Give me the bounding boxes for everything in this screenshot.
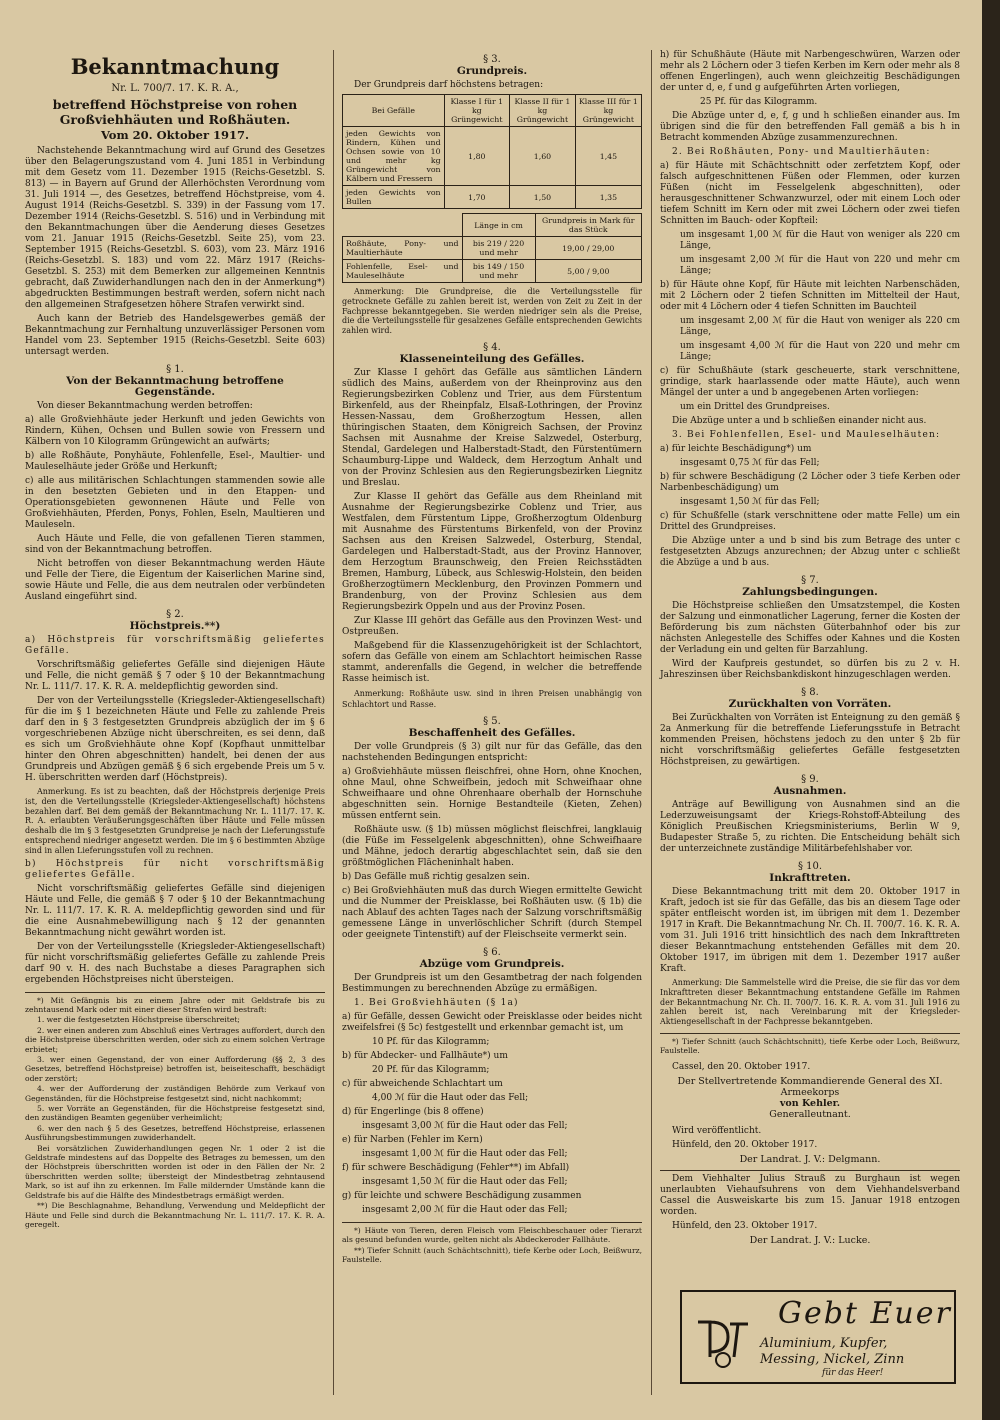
- table-header: Bei Gefälle: [343, 95, 445, 127]
- section-heading: Höchstpreis.**): [129, 620, 221, 632]
- section-heading: Zahlungsbedingungen.: [742, 586, 878, 598]
- footnote-item: 1. wer die festgesetzten Höchstpreise überschreitet;: [37, 1015, 240, 1025]
- list-item: a) für Häute mit Schächtschnitt oder zerfetztem Kopf, oder falsch aufgeschnittenen Füßen oder Flemmen, oder kurzen Füßen (nicht im Fesselgelenk abgeschnitten), oder herausgeschnittener Schwanzwurzel, oder mit einem Loch oder tiefem Schnitt im Kern oder mit zwei Löchern oder zwei tiefen Schnitten im Bauch- oder Kopfteil:: [660, 161, 960, 226]
- advert-logo-icon: [688, 1302, 758, 1372]
- footnote: **) Tiefer Schnitt (auch Schächtschnitt), tiefe Kerbe oder Loch, Beißwurz, Faulstelle.: [342, 1245, 642, 1265]
- paragraph: Die Abzüge unter a und b sind bis zum Betrage des unter c festgesetzten Abzugs anzurechnen; der Abzug unter c schließt die Abzüge a und b aus.: [660, 536, 960, 568]
- footnote-item: 2. wer einen anderen zum Abschluß eines Vertrages auffordert, durch den die Höchstpreise überschritten werden, oder sich zu einem solchen Vertrage erbietet;: [25, 1025, 325, 1054]
- section-heading: Ausnahmen.: [773, 785, 847, 797]
- list-item: b) alle Roßhäute, Ponyhäute, Fohlenfelle, Esel-, Maultier- und Mauleselhäute jeder Größe und Herkunft;: [25, 451, 325, 472]
- list-item: f) für schwere Beschädigung (Fehler**) im Abfall): [342, 1162, 570, 1173]
- section-heading: Grundpreis.: [456, 65, 528, 77]
- page-edge: [982, 0, 1000, 1420]
- list-item: 4,00 ℳ für die Haut oder das Fell;: [372, 1092, 529, 1103]
- column-rule: [651, 50, 652, 1395]
- notice-title: Bekanntmachung: [70, 54, 280, 79]
- paragraph: Zur Klasse I gehört das Gefälle aus sämtlichen Ländern südlich des Mains, außerdem von der Rheinprovinz aus den Regierungsbezirken Coblenz und Trier, aus dem Fürstentum Birkenfeld, aus der Rheinpfalz, Elsaß-Lothringen, der Provinz Hessen-Nassau, dem Großherzogtum Hessen, allen thüringischen Staaten, dem Königreich Sachsen, der Provinz Sachsen mit Ausnahme der Kreise Salzwedel, Osterburg, Stendal, Gardelegen und Halberstadt-Stadt, den Fürstentümern Schaumburg-Lippe und Waldeck, dem Herzogtum Anhalt und von der Provinz Schlesien aus den Regierungsbezirken Liegnitz und Breslau.: [342, 367, 642, 488]
- table-cell: 1,50: [510, 186, 576, 209]
- list-item: 20 Pf. für das Kilogramm;: [372, 1064, 490, 1075]
- column-2: [342, 50, 642, 1266]
- section-number: § 1.: [166, 364, 184, 375]
- footnotes: [342, 1222, 642, 1265]
- table-header: Grundpreis in Mark für das Stück: [535, 214, 641, 237]
- table-cell: 1,35: [575, 186, 641, 209]
- list-item: um ein Drittel des Grundpreises.: [680, 402, 830, 412]
- table-cell: bis 149 / 150 und mehr: [462, 260, 535, 283]
- table-header: Klasse II für 1 kg Grüngewicht: [510, 95, 576, 127]
- column-rule: [333, 50, 334, 1395]
- footnote-item: 3. wer einen Gegenstand, der von einer Aufforderung (§§ 2, 3 des Gesetzes, betreffend Höchstpreise) betroffen ist, beiseiteschafft, beschädigt oder zerstört;: [25, 1055, 325, 1083]
- list-item: b) für Abdecker- und Fallhäute*) um: [342, 1050, 508, 1061]
- list-item: insgesamt 0,75 ℳ für das Fell;: [680, 458, 820, 468]
- price-table-cattle: [342, 94, 642, 209]
- place-date: Cassel, den 20. Oktober 1917.: [672, 1061, 811, 1072]
- list-item: a) alle Großviehhäute jeder Herkunft und jeden Gewichts von Rindern, Kühen, Ochsen und Bullen sowie von Fressern und Kälbern von 10 Kilogramm Grüngewicht an aufwärts;: [25, 415, 325, 447]
- subheading: 2. Bei Roßhäuten, Pony- und Maultierhäuten:: [672, 147, 931, 157]
- column-1: [25, 50, 325, 1230]
- table-cell: 19,00 / 29,00: [535, 237, 641, 260]
- footnote-item: 6. wer den nach § 5 des Gesetzes, betreffend Höchstpreise, erlassenen Ausführungsbestimmungen zuwiderhandelt.: [25, 1123, 325, 1143]
- notice-signature: Der Landrat. J. V.: Lucke.: [749, 1234, 871, 1246]
- signature-rank: Generalleutnant.: [769, 1108, 851, 1120]
- paragraph: Dem Viehhalter Julius Strauß zu Burghaun ist wegen unerlaubten Viehaufsuhrens von dem Viehhandelsverband Cassel die Ausweiskarte bis zum 15. Januar 1918 entzogen worden.: [660, 1173, 960, 1217]
- table-header: Klasse I für 1 kg Grüngewicht: [444, 95, 509, 127]
- subheading: a) Höchstpreis für vorschriftsmäßig geliefertes Gefälle.: [25, 635, 325, 656]
- list-item: d) für Engerlinge (bis 8 offene): [342, 1106, 484, 1117]
- subheading: 1. Bei Großviehhäuten (§ 1a): [354, 997, 519, 1008]
- table-cell: bis 219 / 220 und mehr: [462, 237, 535, 260]
- paragraph: Zur Klasse III gehört das Gefälle aus den Provinzen West- und Ostpreußen.: [342, 615, 642, 637]
- section-heading: Abzüge vom Grundpreis.: [419, 957, 565, 970]
- footnote-item: 5. wer Vorräte an Gegenständen, für die Höchstpreise festgesetzt sind, den zuständigen Beamten gegenüber verheimlicht;: [25, 1104, 325, 1123]
- paragraph: Auch Häute und Felle, die von gefallenen Tieren stammen, sind von der Bekanntmachung betroffen.: [25, 534, 325, 555]
- list-item: 10 Pf. für das Kilogramm;: [372, 1036, 490, 1047]
- table-cell: 1,80: [444, 127, 509, 186]
- paragraph: Der volle Grundpreis (§ 3) gilt nur für das Gefälle, das den nachstehenden Bedingungen entspricht:: [342, 741, 642, 763]
- table-header: Länge in cm: [462, 214, 535, 237]
- list-item: a) Großviehhäute müssen fleischfrei, ohne Horn, ohne Knochen, ohne Maul, ohne Schweifbein, jedoch mit Schweifhaar ohne Schweifhaare und ohne Ohrenhaare oberhalb der Hornschuhe abgeschnitten sein. Hornige Bestandteile (Kieten, Zehen) müssen entfernt sein.: [342, 766, 642, 821]
- table-cell: 1,45: [575, 127, 641, 186]
- table-row: [343, 127, 642, 186]
- section-number: § 7.: [801, 575, 819, 586]
- table-cell: 1,70: [444, 186, 509, 209]
- table-cell: jeden Gewichts von Rindern, Kühen und Ochsen sowie von 10 und mehr kg Grüngewicht von Kälbern und Fressern: [343, 127, 445, 186]
- annotation: Anmerkung. Es ist zu beachten, daß der Höchstpreis derjenige Preis ist, den die Verteilungsstelle (Kriegsleder-Aktiengesellschaft) höchstens bezahlen darf. Bei dem gemäß der Bekanntmachung Nr. L. 111/7. 17. K. R. A. erlaubten Veräußerungsgeschäften über Häute und Felle müssen deshalb die im § 3 festgesetzten Grundpreise je nach der Lieferungsstufe entsprechend niedriger angesetzt werden. Die im § 6 bestimmten Abzüge sind in allen Lieferungsstufen voll zu rechnen.: [25, 787, 325, 855]
- section-number: § 4.: [483, 341, 501, 353]
- section-number: § 9.: [801, 774, 819, 785]
- paragraph: Der Grundpreis ist um den Gesamtbetrag der nach folgenden Bestimmungen zu berechnenden Abzüge zu ermäßigen.: [342, 972, 642, 994]
- annotation: Anmerkung: Die Grundpreise, die die Verteilungsstelle für getrocknete Gefälle zu zahlen bereit ist, werden von Zeit zu Zeit in der Fachpresse bekanntgegeben. Sie werden niedriger sein als die Preise, die die Verteilungsstelle für gesalzenes Gefälle entsprechenden Gewichts zahlen wird.: [342, 287, 642, 336]
- section-number: § 3.: [483, 54, 501, 65]
- subheading: b) Höchstpreis für nicht vorschriftsmäßig geliefertes Gefälle.: [25, 858, 325, 880]
- annotation: Anmerkung: Die Sammelstelle wird die Preise, die sie für das vor dem Inkrafttreten dieser Bekanntmachung entstandene Gefälle im Rahmen der Bekanntmachung Nr. Ch. II. 700/7. 16. K. R. A. vom 31. Juli 1916 zu zahlen bereit ist, nach Vereinbarung mit der Kriegsleder-Aktiengesellschaft in der Fachpresse bekanntgeben.: [660, 978, 960, 1027]
- footnote: *) Mit Gefängnis bis zu einem Jahre oder mit Geldstrafe bis zu zehntausend Mark oder mit einer dieser Strafen wird bestraft:: [25, 995, 325, 1014]
- paragraph: Der von der Verteilungsstelle (Kriegsleder-Aktiengesellschaft) für nicht vorschriftsmäßig geliefertes Gefälle zu zahlende Preis darf 90 v. H. des nach Buchstabe a dieses Paragraphen sich ergebenden Höchstpreises nicht übersteigen.: [25, 941, 325, 985]
- table-cell: Roßhäute, Pony- und Maultierhäute: [343, 237, 463, 260]
- metal-donation-advert: [680, 1290, 956, 1384]
- paragraph: Maßgebend für die Klassenzugehörigkeit ist der Schlachtort, sofern das Gefälle von einem am Schlachtort heimischen Rasse stammt, anderenfalls die Gegend, in welcher die betreffende Rasse heimisch ist.: [342, 640, 642, 684]
- section-heading: Von der Bekanntmachung betroffene Gegenstände.: [66, 375, 284, 398]
- section-number: § 6.: [483, 946, 501, 958]
- subheading: 3. Bei Fohlenfellen, Esel- und Mauleselhäuten:: [672, 430, 941, 440]
- list-item: e) für Narben (Fehler im Kern): [342, 1134, 483, 1145]
- list-item: b) Das Gefälle muß richtig gesalzen sein.: [342, 871, 530, 882]
- table-cell: 5,00 / 9,00: [535, 260, 641, 283]
- annotation: Anmerkung: Roßhäute usw. sind in ihren Preisen unabhängig von Schlachtort und Rasse.: [342, 688, 642, 709]
- notice-subtitle: betreffend Höchstpreise von rohen Großviehhäuten und Roßhäuten.: [52, 97, 298, 127]
- advert-metals-2: Messing, Nickel, Zinn: [760, 1352, 905, 1367]
- table-header: Klasse III für 1 kg Grüngewicht: [575, 95, 641, 127]
- notice-reference: Nr. L. 700/7. 17. K. R. A.,: [111, 83, 239, 94]
- column-3: [660, 50, 960, 1246]
- footnote: *) Häute von Tieren, deren Fleisch vom Fleischbeschauer oder Tierarzt als gesund befunden wurde, gelten nicht als Abdeckeroder Fallhäute.: [342, 1225, 642, 1245]
- publication-signature: Der Landrat. J. V.: Delgmann.: [739, 1153, 881, 1165]
- paragraph: Die Höchstpreise schließen den Umsatzstempel, die Kosten der Salzung und einmonatlicher Lagerung, ferner die Kosten der Beförderung bis zum nächsten Güterbahnhof oder bis zur nächsten Anlegestelle des Schiffes oder Kahnes und die Kosten der Verladung ein und gelten für Barzahlung.: [660, 601, 960, 655]
- paragraph: Zur Klasse II gehört das Gefälle aus dem Rheinland mit Ausnahme der Regierungsbezirke Coblenz und Trier, aus Westfalen, dem Fürstentum Lippe, Großherzogtum Oldenburg mit Ausnahme des Fürstentums Birkenfeld, von der Provinz Sachsen aus den Kreisen Salzwedel, Osterburg, Stendal, Gardelegen und Halberstadt-Stadt, aus der Provinz Hannover, dem Herzogtum Braunschweig, den Freien Reichsstädten Bremen, Hamburg, Lübeck, aus Schleswig-Holstein, den beiden Großherzogtümern Mecklenburg, den Provinzen Pommern und Brandenburg, von der Provinz Schlesien aus dem Regierungsbezirk Oppeln und aus der Provinz Posen.: [342, 491, 642, 612]
- paragraph: Bei Zurückhalten von Vorräten ist Enteignung zu den gemäß § 2a Anmerkung für die betreffende Lieferungsstufe in Betracht kommenden Preisen, höchstens jedoch zu den unter § 2b für nicht vorschriftsmäßig geliefertes Gefälle festgesetzten Höchstpreisen, zu gewärtigen.: [660, 713, 960, 767]
- advert-metals-1: Aluminium, Kupfer,: [760, 1336, 888, 1351]
- list-item: c) für abweichende Schlachtart um: [342, 1078, 503, 1089]
- list-item: insgesamt 3,00 ℳ für die Haut oder das Fell;: [362, 1120, 568, 1131]
- paragraph: Wird der Kaufpreis gestundet, so dürfen bis zu 2 v. H. Jahreszinsen über Reichsbankdiskont hinzugeschlagen werden.: [660, 659, 960, 680]
- table-row: [343, 237, 642, 260]
- list-item: c) Bei Großviehhäuten muß das durch Wiegen ermittelte Gewicht und die Nummer der Preisklasse, bei Roßhäuten usw. (§ 1b) die nach Ablauf des achten Tages nach der Salzung vorschriftsmäßig gemessene Länge in unverlöschlicher Schrift (durch Stempel oder geeignete Tintenstift) auf der Fleischseite vermerkt sein.: [342, 885, 642, 940]
- publication-note: Wird veröffentlicht.: [672, 1125, 762, 1136]
- footnote-item: 4. wer der Aufforderung der zuständigen Behörde zum Verkauf von Gegenständen, für die Höchstpreise festgesetzt sind, nicht nachkommt;: [25, 1084, 325, 1103]
- paragraph: Die Abzüge unter d, e, f, g und h schließen einander aus. Im übrigen sind die für den betreffenden Fall gemäß a bis h in Betracht kommenden Abzüge zusammenzurechnen.: [660, 111, 960, 143]
- signature-title: Der Stellvertretende Kommandierende General des XI. Armeekorps: [677, 1075, 943, 1098]
- table-cell: Fohlenfelle, Esel- und Mauleselhäute: [343, 260, 463, 283]
- list-item: c) für Schußfelle (stark verschnittene oder matte Felle) um ein Drittel des Grundpreises.: [660, 511, 960, 532]
- section-number: § 2.: [166, 609, 184, 620]
- list-item: insgesamt 2,00 ℳ für die Haut oder das Fell;: [362, 1204, 568, 1215]
- list-item: insgesamt 1,50 ℳ für das Fell;: [680, 497, 820, 507]
- footnote-item: Bei vorsätzlichen Zuwiderhandlungen gegen Nr. 1 oder 2 ist die Geldstrafe mindestens auf das Doppelte des Betrages zu bemessen, um den der Höchstpreis überschritten worden ist oder in den Fällen der Nr. 2 überschritten werden sollte; übersteigt der Mindestbetrag zehntausend Mark, so ist auf ihn zu erkennen. Im Falle mildernder Umstände kann die Geldstrafe bis auf die Hälfte des Mindestbetrags ermäßigt werden.: [25, 1143, 325, 1200]
- list-item: um insgesamt 2,00 ℳ für die Haut von weniger als 220 cm Länge,: [680, 316, 960, 337]
- list-item: um insgesamt 4,00 ℳ für die Haut von 220 und mehr cm Länge;: [680, 341, 960, 362]
- notice-date: Vom 20. Oktober 1917.: [100, 128, 250, 142]
- list-item: a) für leichte Beschädigung*) um: [660, 444, 812, 454]
- signature-name: von Kehler.: [779, 1097, 841, 1109]
- paragraph: Vorschriftsmäßig geliefertes Gefälle sind diejenigen Häute und Felle, die nicht gemäß § 7 oder § 10 der Bekanntmachung Nr. L. 111/7. 17. K. R. A. meldepflichtig geworden sind.: [25, 660, 325, 692]
- list-item: insgesamt 1,50 ℳ für die Haut oder das Fell;: [362, 1176, 568, 1187]
- footnotes: [660, 1033, 960, 1056]
- list-item: a) für Gefälle, dessen Gewicht oder Preisklasse oder beides nicht zweifelsfrei (§ 5c) festgestellt und erkennbar gemacht ist, um: [342, 1011, 642, 1033]
- list-item: c) alle aus militärischen Schlachtungen stammenden sowie alle in den besetzten Gebieten und in den Etappen- und Operationsgebieten gewonnenen Häute und Felle von Großviehhäuten, Pferden, Ponys, Fohlen, Eseln, Maultieren und Mauleseln.: [25, 476, 325, 530]
- advert-headline: Gebt Euer: [778, 1296, 952, 1331]
- list-item: insgesamt 1,00 ℳ für die Haut oder das Fell;: [362, 1148, 568, 1159]
- paragraph: Diese Bekanntmachung tritt mit dem 20. Oktober 1917 in Kraft, jedoch ist sie für das Gefälle, das bis an diesem Tage oder später entfleischt worden ist, im übrigen mit dem 1. Dezember 1917 in Kraft. Die Bekanntmachung Nr. Ch. II. 700/7. 16. K. R. A. vom 31. Juli 1916 tritt hinsichtlich des nach dem Inkrafttreten dieser Bekanntmachung entstehenden Gefälles mit dem 20. Oktober 1917, im übrigen mit dem 1. Dezember 1917 außer Kraft.: [660, 887, 960, 974]
- list-item: b) für schwere Beschädigung (2 Löcher oder 3 tiefe Kerben oder Narbenbeschädigung) um: [660, 472, 960, 493]
- section-heading: Beschaffenheit des Gefälles.: [408, 726, 576, 739]
- list-item: g) für leichte und schwere Beschädigung zusammen: [342, 1190, 582, 1201]
- paragraph: Die Abzüge unter a und b schließen einander nicht aus.: [672, 416, 927, 426]
- paragraph: Nicht vorschriftsmäßig geliefertes Gefälle sind diejenigen Häute und Felle, die gemäß § 7 oder § 10 der Bekanntmachung Nr. L. 111/7. 17. K. R. A. meldepflichtig geworden sind und für die eine Ausnahmebewilligung nach § 12 der genannten Bekanntmachung nicht gewährt worden ist.: [25, 883, 325, 938]
- section-heading: Klasseneinteilung des Gefälles.: [399, 352, 585, 365]
- list-item: um insgesamt 1,00 ℳ für die Haut von weniger als 220 cm Länge,: [680, 230, 960, 251]
- section-heading: Zurückhalten von Vorräten.: [728, 698, 892, 710]
- paragraph: Roßhäute usw. (§ 1b) müssen möglichst fleischfrei, langklauig (die Füße im Fesselgelenk abgeschnitten), ohne Schweifhaare und Mähne, jedoch derartig abgeschlachtet sein, daß sie den größtmöglichen Flächeninhalt haben.: [342, 824, 642, 868]
- footnote-item: **) Die Beschlagnahme, Behandlung, Verwendung und Meldepflicht der Häute und Felle sind durch die Bekanntmachung Nr. L. 111/7. 17. K. R. A. geregelt.: [25, 1201, 325, 1229]
- list-item: b) für Häute ohne Kopf, für Häute mit leichten Narbenschäden, mit 2 Löchern oder 2 tiefen Schnitten im Mittelteil der Haut, oder mit 4 Löchern oder 4 tiefen Schnitten im Bauchteil: [660, 280, 960, 312]
- paragraph: Nachstehende Bekanntmachung wird auf Grund des Gesetzes über den Belagerungszustand vom 4. Juni 1851 in Verbindung mit dem Gesetz vom 11. Dezember 1915 (Reichs-Gesetzbl. S. 813) — in Bayern auf Grund der Allerhöchsten Verordnung vom 31. Juli 1914 —, des Gesetzes, betreffend Höchstpreise, vom 4. August 1914 (Reichs-Gesetzbl. S. 339) in der Fassung vom 17. Dezember 1914 (Reichs-Gesetzbl. S. 516) und in Verbindung mit den Bekanntmachungen über die Aenderung dieses Gesetzes vom 21. Januar 1915 (Reichs-Gesetzbl. Seite 25), vom 23. September 1915 (Reichs-Gesetzbl. S. 603), vom 23. März 1916 (Reichs-Gesetzbl. S. 183) und vom 22. März 1917 (Reichs-Gesetzbl. S. 253) mit dem Bemerken zur allgemeinen Kenntnis gebracht, daß Zuwiderhandlungen nach den in der Anmerkung*) abgedruckten Bestimmungen bestraft werden, sofern nicht nach den allgemeinen Strafgesetzen höhere Strafen verwirkt sind.: [25, 146, 325, 310]
- footnotes: [25, 992, 325, 1230]
- list-item: 25 Pf. für das Kilogramm.: [700, 97, 818, 107]
- publication-date: Hünfeld, den 20. Oktober 1917.: [672, 1139, 818, 1150]
- notice-date: Hünfeld, den 23. Oktober 1917.: [672, 1220, 818, 1231]
- table-row: [343, 260, 642, 283]
- section-number: § 8.: [801, 687, 819, 698]
- list-item: c) für Schußhäute (stark gescheuerte, stark verschnittene, grindige, stark haarlassende oder matte Häute), auch wenn Mängel der unter a und b angegebenen Arten vorliegen:: [660, 366, 960, 398]
- paragraph: Anträge auf Bewilligung von Ausnahmen sind an die Lederzuweisungsamt der Kriegs-Rohstoff-Abteilung des Königlich Preußischen Kriegsministeriums, Berlin W 9, Budapester Straße 5, zu richten. Die Entscheidung behält sich der unterzeichnete zuständige Militärbefehlshaber vor.: [660, 800, 960, 854]
- section-number: § 10.: [797, 861, 823, 872]
- paragraph: Der Grundpreis darf höchstens betragen:: [354, 80, 544, 90]
- table-row: [343, 186, 642, 209]
- paragraph: Von dieser Bekanntmachung werden betroffen:: [37, 401, 253, 411]
- section-number: § 5.: [483, 715, 501, 727]
- list-item: h) für Schußhäute (Häute mit Narbengeschwüren, Warzen oder mehr als 2 Löchern oder 3 tiefen Kerben im Kern oder mehr als 8 offenen Engerlingen), auch wenn gleichzeitig Beschädigungen der unter d, e, f und g aufgeführten Arten vorliegen,: [660, 50, 960, 93]
- table-cell: jeden Gewichts von Bullen: [343, 186, 445, 209]
- paragraph: Nicht betroffen von dieser Bekanntmachung werden Häute und Felle der Tiere, die Eigentum der Kaiserlichen Marine sind, sowie Häute und Felle, die aus dem neutralen oder verbündeten Ausland eingeführt sind.: [25, 559, 325, 602]
- table-cell: 1,60: [510, 127, 576, 186]
- price-table-horses: [342, 213, 642, 283]
- footnote: *) Tiefer Schnitt (auch Schächtschnitt), tiefe Kerbe oder Loch, Beißwurz, Faulstelle.: [660, 1036, 960, 1056]
- paragraph: Der von der Verteilungsstelle (Kriegsleder-Aktiengesellschaft) für die im § 1 bezeichneten Häute und Felle zu zahlende Preis darf den in § 3 festgesetzten Grundpreis abzüglich der im § 6 vorgeschriebenen Abzüge nicht überschreiten, es sei denn, daß es sich um Großviehhäute ohne Kopf (Kopfhaut unmittelbar hinter den Ohren abgeschnitten) handelt, bei denen der aus Grundpreis und Abzügen gemäß § 6 sich ergebende Preis um 5 v. H. überschritten werden darf (Höchstpreis).: [25, 696, 325, 783]
- paragraph: Auch kann der Betrieb des Handelsgewerbes gemäß der Bekanntmachung zur Fernhaltung unzuverlässiger Personen vom Handel vom 23. September 1915 (Reichs-Gesetzbl. Seite 603) untersagt werden.: [25, 314, 325, 357]
- section-heading: Inkrafttreten.: [769, 872, 851, 884]
- advert-slogan: für das Heer!: [822, 1368, 884, 1378]
- list-item: um insgesamt 2,00 ℳ für die Haut von 220 und mehr cm Länge;: [680, 255, 960, 276]
